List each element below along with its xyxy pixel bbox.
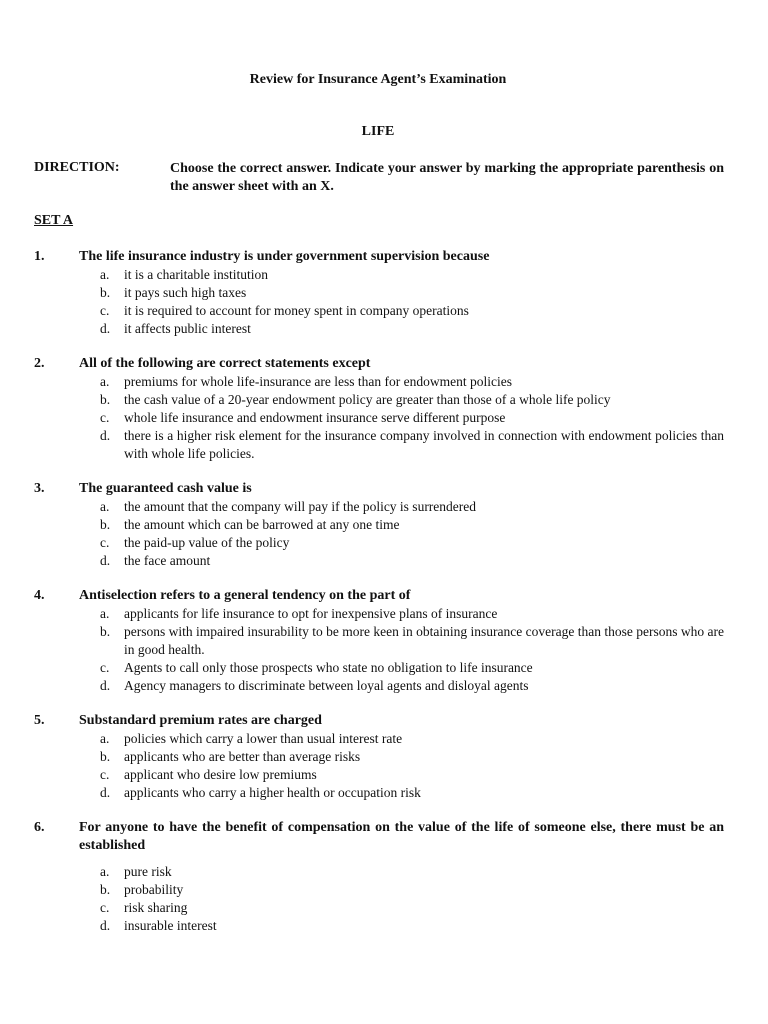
- choice-letter: b.: [100, 749, 111, 764]
- choice-text: Agents to call only those prospects who state no obligation to life insurance: [124, 660, 533, 675]
- choice-text: probability: [124, 882, 184, 897]
- question-number: 4.: [34, 588, 45, 603]
- question-item: [34, 355, 724, 463]
- choice-letter: b.: [100, 392, 111, 407]
- choice-letter: a.: [100, 606, 110, 621]
- question-item: [34, 819, 724, 935]
- choice-text: insurable interest: [124, 918, 217, 933]
- question-stem: Antiselection refers to a general tendency on the part of: [79, 588, 411, 603]
- direction-label: DIRECTION:: [34, 160, 120, 175]
- question-stem: The guaranteed cash value is: [79, 481, 252, 496]
- question-stem: For anyone to have the benefit of compensation on the value of the life of someone else, there must be an established: [79, 820, 724, 853]
- choice-letter: a.: [100, 731, 110, 746]
- choice-letter: b.: [100, 882, 111, 897]
- question-item: [34, 712, 724, 802]
- answer-choice: [34, 302, 724, 320]
- direction-text: Choose the correct answer. Indicate your answer by marking the appropriate parenthesis on the answer sheet with an X.: [170, 161, 724, 194]
- question-item: [34, 480, 724, 570]
- choice-text: applicants for life insurance to opt for inexpensive plans of insurance: [124, 606, 498, 621]
- answer-choice: [34, 623, 724, 659]
- choice-text: it affects public interest: [124, 321, 251, 336]
- choice-list: [34, 373, 724, 463]
- choice-text: the amount that the company will pay if the policy is surrendered: [124, 499, 477, 514]
- choice-text: persons with impaired insurability to be more keen in obtaining insurance coverage than those persons who are in good health.: [124, 624, 724, 657]
- choice-text: pure risk: [124, 864, 172, 879]
- choice-letter: a.: [100, 374, 110, 389]
- choice-letter: b.: [100, 517, 111, 532]
- choice-letter: b.: [100, 285, 111, 300]
- choice-text: applicants who carry a higher health or occupation risk: [124, 785, 421, 800]
- answer-choice: [34, 284, 724, 302]
- question-stem: Substandard premium rates are charged: [79, 713, 322, 728]
- question-list: [34, 248, 724, 952]
- question-number: 6.: [34, 820, 45, 835]
- answer-choice: [34, 320, 724, 338]
- question-item: [34, 248, 724, 338]
- choice-text: the cash value of a 20-year endowment policy are greater than those of a whole life policy: [124, 392, 611, 407]
- answer-choice: [34, 409, 724, 427]
- choice-letter: a.: [100, 267, 110, 282]
- question-stem: The life insurance industry is under government supervision because: [79, 249, 490, 264]
- choice-letter: c.: [100, 660, 110, 675]
- choice-letter: a.: [100, 499, 110, 514]
- question-number: 5.: [34, 713, 45, 728]
- answer-choice: [34, 659, 724, 677]
- question-item: [34, 587, 724, 695]
- choice-letter: d.: [100, 918, 111, 933]
- answer-choice: [34, 677, 724, 695]
- choice-letter: c.: [100, 535, 110, 550]
- question-number: 3.: [34, 481, 45, 496]
- choice-list: [34, 266, 724, 338]
- answer-choice: [34, 534, 724, 552]
- answer-choice: [34, 784, 724, 802]
- answer-choice: [34, 605, 724, 623]
- answer-choice: [34, 373, 724, 391]
- answer-choice: [34, 730, 724, 748]
- answer-choice: [34, 766, 724, 784]
- question-number: 2.: [34, 356, 45, 371]
- answer-choice: [34, 498, 724, 516]
- choice-text: whole life insurance and endowment insurance serve different purpose: [124, 410, 506, 425]
- choice-list: [34, 730, 724, 802]
- answer-choice: [34, 881, 724, 899]
- choice-text: risk sharing: [124, 900, 188, 915]
- choice-text: policies which carry a lower than usual interest rate: [124, 731, 403, 746]
- choice-letter: d.: [100, 553, 111, 568]
- choice-letter: c.: [100, 767, 110, 782]
- answer-choice: [34, 863, 724, 881]
- choice-list: [34, 498, 724, 570]
- choice-letter: c.: [100, 410, 110, 425]
- choice-letter: c.: [100, 900, 110, 915]
- choice-list: [34, 863, 724, 935]
- choice-text: the amount which can be barrowed at any one time: [124, 517, 400, 532]
- choice-text: applicant who desire low premiums: [124, 767, 317, 782]
- choice-text: premiums for whole life-insurance are less than for endowment policies: [124, 374, 512, 389]
- choice-text: there is a higher risk element for the insurance company involved in connection with endowment policies than with whole life policies.: [124, 428, 724, 461]
- choice-letter: c.: [100, 303, 110, 318]
- answer-choice: [34, 427, 724, 463]
- choice-letter: d.: [100, 428, 111, 443]
- choice-text: it is a charitable institution: [124, 267, 268, 282]
- answer-choice: [34, 391, 724, 409]
- choice-text: it pays such high taxes: [124, 285, 247, 300]
- document-title: Review for Insurance Agent’s Examination: [249, 72, 507, 87]
- choice-letter: b.: [100, 624, 111, 639]
- choice-text: it is required to account for money spent in company operations: [124, 303, 469, 318]
- answer-choice: [34, 899, 724, 917]
- answer-choice: [34, 748, 724, 766]
- answer-choice: [34, 552, 724, 570]
- choice-letter: d.: [100, 678, 111, 693]
- answer-choice: [34, 516, 724, 534]
- answer-choice: [34, 917, 724, 935]
- choice-letter: d.: [100, 321, 111, 336]
- question-stem: All of the following are correct statements except: [79, 356, 371, 371]
- section-title: LIFE: [361, 124, 395, 139]
- choice-text: the face amount: [124, 553, 211, 568]
- choice-text: applicants who are better than average risks: [124, 749, 361, 764]
- question-number: 1.: [34, 249, 45, 264]
- set-heading: SET A: [34, 213, 74, 228]
- choice-text: the paid-up value of the policy: [124, 535, 290, 550]
- choice-letter: a.: [100, 864, 110, 879]
- choice-text: Agency managers to discriminate between loyal agents and disloyal agents: [124, 678, 529, 693]
- choice-list: [34, 605, 724, 695]
- answer-choice: [34, 266, 724, 284]
- choice-letter: d.: [100, 785, 111, 800]
